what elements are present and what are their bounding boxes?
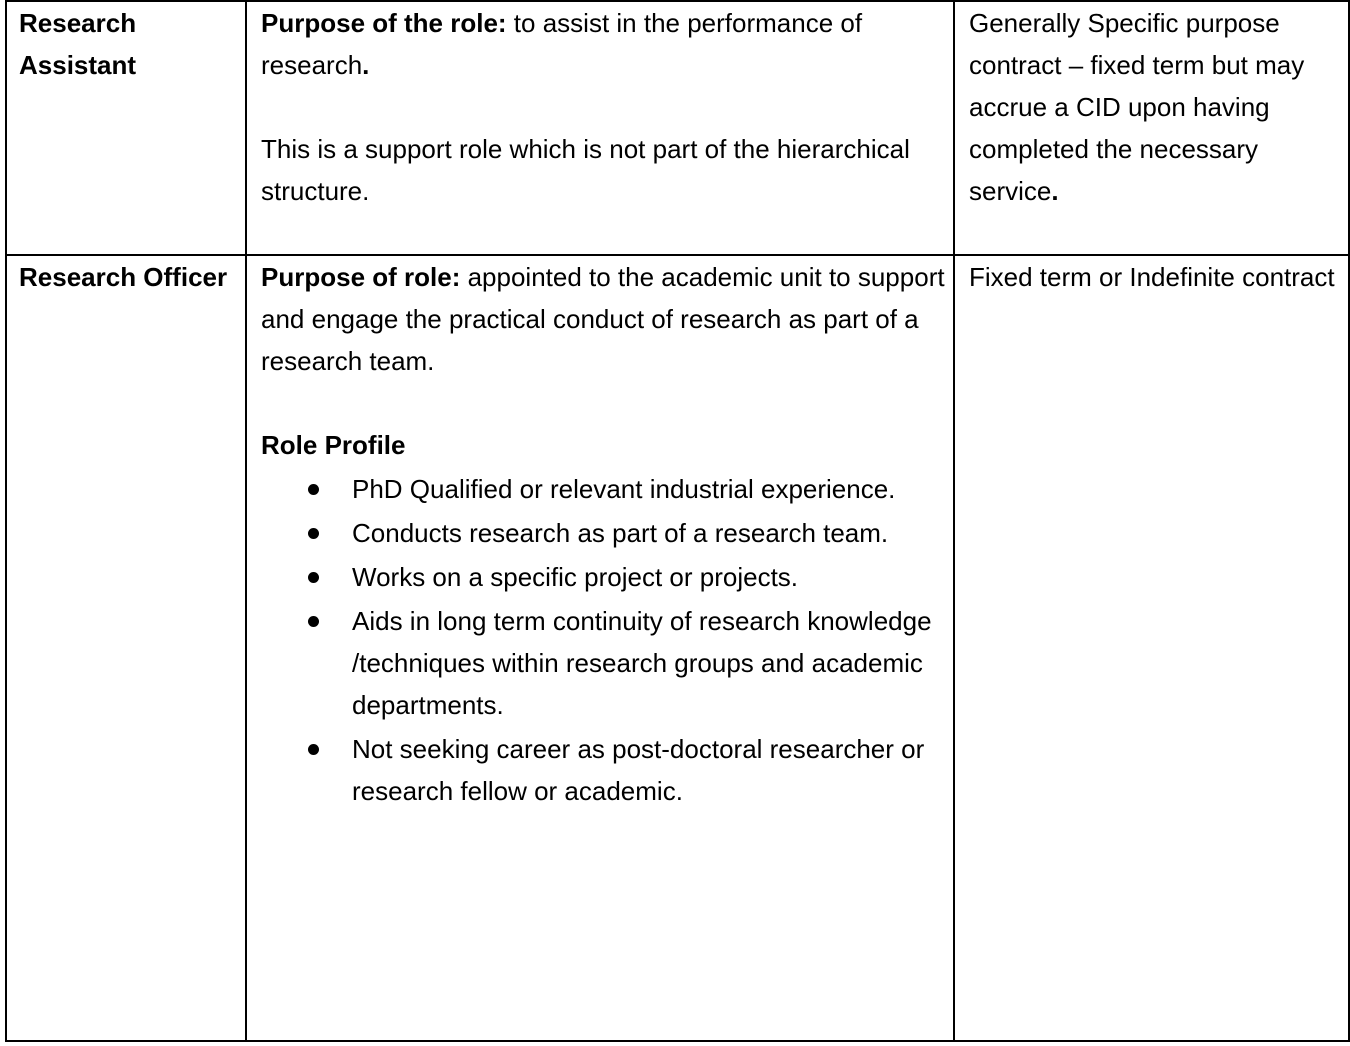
list-item xyxy=(261,512,945,554)
contract-cell xyxy=(954,1,1349,255)
purpose-text: appointed to the academic unit to support and engage the practical conduct of research as part of a research team. xyxy=(261,262,945,376)
purpose-end: . xyxy=(362,50,370,80)
contract-paragraph xyxy=(969,2,1340,212)
role-name-cell xyxy=(6,255,246,1041)
purpose-paragraph xyxy=(261,2,945,86)
list-item-text: Works on a specific project or projects. xyxy=(352,562,799,592)
list-item xyxy=(261,728,945,812)
list-item xyxy=(261,556,945,598)
role-name: Research Officer xyxy=(19,262,228,292)
role-profile-list xyxy=(261,468,945,812)
purpose-label: Purpose of the role: xyxy=(261,8,507,38)
bullet-icon xyxy=(308,744,319,755)
purpose-label: Purpose of role: xyxy=(261,262,461,292)
list-item-text: PhD Qualified or relevant industrial experience. xyxy=(352,474,896,504)
contract-end: . xyxy=(1051,176,1059,206)
list-item-text: Conducts research as part of a research team. xyxy=(352,518,889,548)
role-description-cell xyxy=(246,255,954,1041)
bullet-icon xyxy=(308,616,319,627)
table-row-research-assistant xyxy=(6,1,1349,255)
contract-text: Generally Specific purpose contract – fixed term but may accrue a CID upon having completed the necessary service xyxy=(969,8,1305,206)
list-item-text: Not seeking career as post-doctoral researcher or research fellow or academic. xyxy=(352,734,925,806)
bullet-icon xyxy=(308,484,319,495)
role-note: This is a support role which is not part of the hierarchical structure. xyxy=(261,134,910,206)
roles-table xyxy=(5,0,1350,1042)
role-name: Research Assistant xyxy=(19,8,137,80)
list-item xyxy=(261,600,945,726)
list-item xyxy=(261,468,945,510)
bullet-icon xyxy=(308,528,319,539)
list-item-text: Aids in long term continuity of research knowledge /techniques within research groups and academic departments. xyxy=(352,606,932,720)
purpose-text: to assist in the performance of research xyxy=(261,8,863,80)
table-row-research-officer xyxy=(6,255,1349,1041)
purpose-paragraph xyxy=(261,256,945,382)
role-profile-title: Role Profile xyxy=(261,430,406,460)
bullet-icon xyxy=(308,572,319,583)
role-name-cell xyxy=(6,1,246,255)
contract-text: Fixed term or Indefinite contract xyxy=(969,262,1335,292)
role-description-cell xyxy=(246,1,954,255)
contract-cell xyxy=(954,255,1349,1041)
